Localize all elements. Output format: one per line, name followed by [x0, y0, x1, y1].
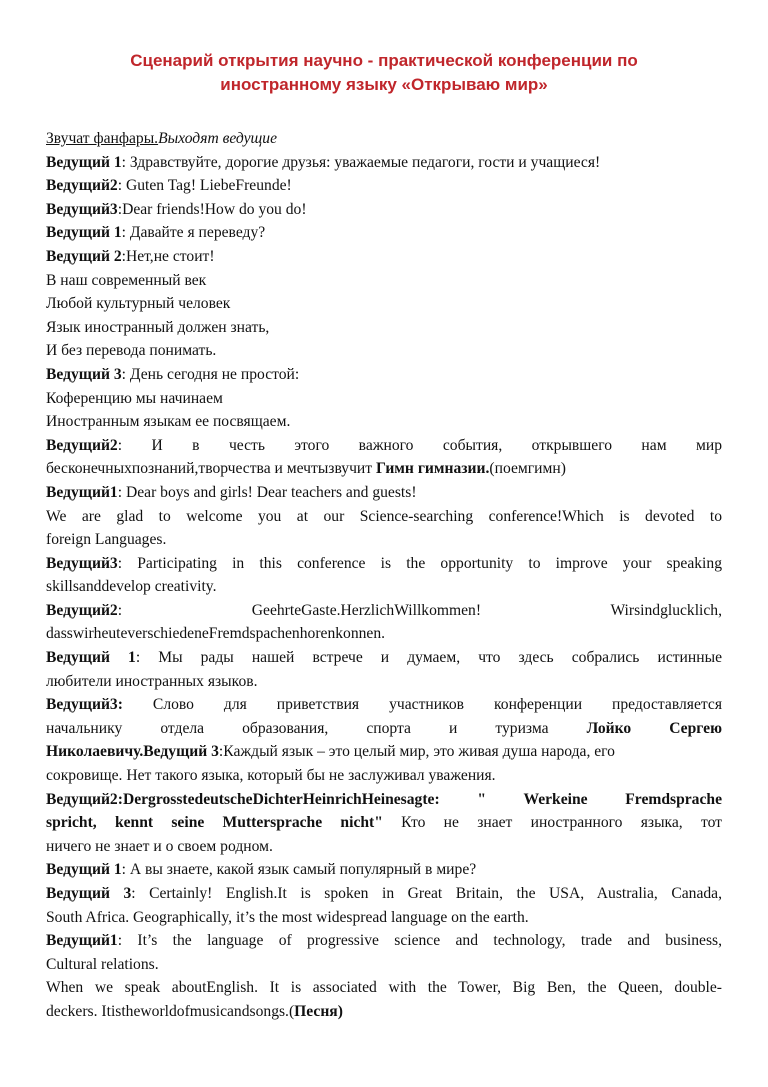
text-run: Язык иностранный должен знать,: [46, 318, 270, 336]
bold-text: Ведущий 3: [46, 885, 132, 902]
text-run: : Guten Tag! LiebeFreunde!: [117, 177, 292, 195]
text-run: skillsanddevelop creativity.: [46, 578, 217, 596]
text-line: [46, 363, 722, 387]
text-line: [46, 599, 722, 623]
text-line: [46, 976, 722, 1000]
text-line: [46, 670, 722, 694]
document-title: [60, 49, 708, 97]
text-run: : Certainly! English.It is spoken in Great Britain, the USA, Australia, Canada,: [131, 885, 722, 902]
text-run: Слово для приветствия участников конференции предоставляется: [122, 696, 722, 714]
text-run: : Здравствуйте, дорогие друзья: уважаемые педагоги, гости и учащиеся!: [121, 153, 601, 171]
text-line: [46, 174, 722, 198]
underlined-text: Звучат фанфары.: [46, 130, 159, 147]
text-line: [46, 387, 722, 411]
text-line: [46, 505, 722, 529]
text-run: : It’s the language of progressive science and technology, trade and business,: [117, 932, 722, 950]
text-line: [46, 292, 722, 316]
text-line: [46, 929, 722, 953]
text-run: : Давайте я переведу?: [121, 224, 266, 242]
text-line: [46, 528, 722, 552]
text-line: [46, 410, 722, 434]
text-line: [46, 457, 722, 481]
italic-text: Выходят ведущие: [158, 130, 277, 147]
text-line: [46, 764, 722, 788]
text-line: [46, 811, 722, 835]
bold-text: Ведущий2: [46, 177, 118, 195]
text-line: [46, 434, 722, 458]
bold-text: Ведущий 1: [46, 649, 136, 667]
text-run: :Dear friends!How do you do!: [117, 200, 307, 218]
bold-text: spricht, kennt seine Muttersprache nicht": [46, 814, 383, 832]
text-run: : День сегодня не простой:: [121, 365, 300, 383]
text-run: бесконечныхпознаний,творчества и мечтызвучит: [46, 460, 376, 478]
bold-text: Ведущий2:: [46, 790, 123, 808]
text-line: [46, 269, 722, 293]
bold-text: Гимн гимназии.: [376, 460, 490, 478]
text-run: Иностранным языкам ее посвящаем.: [46, 413, 291, 431]
bold-text: Ведущий 1: [46, 224, 122, 242]
text-run: South Africa. Geographically, it’s the most widespread language on the earth.: [46, 908, 529, 926]
text-line: [46, 481, 722, 505]
bold-text: Ведущий 1: [46, 153, 122, 171]
text-line: [46, 198, 722, 222]
text-line: [46, 316, 722, 340]
text-run: Кто не знает иностранного языка, тот: [382, 814, 722, 832]
bold-text: Песня): [294, 1002, 343, 1020]
text-line: [46, 1000, 722, 1024]
text-line: [46, 835, 722, 859]
text-run: : Мы рады нашей встрече и думаем, что здесь собрались истинные: [135, 649, 722, 667]
text-run: We are glad to welcome you at our Science-searching conference!Which is devoted to: [46, 507, 722, 525]
text-run: начальнику отдела образования, спорта и туризма: [46, 719, 587, 737]
text-run: : И в честь этого важного события, открывшего нам мир: [117, 436, 722, 454]
text-run: Коференцию мы начинаем: [46, 389, 223, 407]
text-line: [46, 221, 722, 245]
bold-text: DergrosstedeutscheDichterHeinrichHeinesagte: " Werkeine Fremdsprache: [122, 790, 722, 808]
text-line: [46, 858, 722, 882]
bold-text: Ведущий1: [46, 483, 118, 501]
document-body: [46, 127, 722, 1024]
title-line-1: Сценарий открытия научно - практической конференции по: [130, 51, 638, 70]
bold-text: Лойко Сергею: [586, 719, 722, 737]
text-line: [46, 788, 722, 812]
text-line: [46, 151, 722, 175]
text-line: [46, 575, 722, 599]
text-line: [46, 646, 722, 670]
text-run: ничего не знает и о своем родном.: [46, 837, 273, 855]
text-run: deckers. Itistheworldofmusicandsongs.(: [46, 1002, 295, 1020]
text-run: dasswirheuteverschiedeneFremdspachenhorenkonnen.: [46, 625, 386, 643]
text-line: [46, 693, 722, 717]
text-run: When we speak aboutEnglish. It is associated with the Tower, Big Ben, the Queen, double-: [46, 979, 722, 997]
bold-text: Ведущий3: [46, 554, 118, 572]
bold-text: Ведущий 1: [46, 861, 122, 879]
bold-text: Николаевичу.Ведущий 3: [46, 743, 219, 761]
text-run: Cultural relations.: [46, 955, 159, 973]
text-line: [46, 339, 722, 363]
title-line-2: иностранному языку «Открываю мир»: [220, 75, 548, 94]
text-run: :Нет,не стоит!: [121, 247, 215, 265]
text-line: [46, 882, 722, 906]
bold-text: Ведущий1: [46, 932, 118, 950]
bold-text: Ведущий2: [46, 436, 118, 454]
text-run: (поемгимн): [489, 460, 566, 478]
text-line: [46, 127, 722, 151]
text-line: [46, 740, 722, 764]
bold-text: Ведущий2: [46, 601, 118, 619]
text-run: foreign Languages.: [46, 531, 167, 549]
bold-text: Ведущий 2: [46, 247, 122, 265]
text-line: [46, 622, 722, 646]
text-line: [46, 906, 722, 930]
text-line: [46, 717, 722, 741]
text-run: В наш современный век: [46, 271, 207, 289]
text-run: :Каждый язык – это целый мир, это живая душа народа, его: [218, 743, 615, 761]
text-run: И без перевода понимать.: [46, 342, 217, 360]
text-run: сокровище. Нет такого языка, который бы не заслуживал уважения.: [46, 767, 496, 785]
text-line: [46, 245, 722, 269]
bold-text: Ведущий 3: [46, 365, 122, 383]
text-run: любители иностранных языков.: [46, 672, 258, 690]
text-run: : Participating in this conference is the opportunity to improve your speaking: [117, 554, 722, 572]
text-run: : Dear boys and girls! Dear teachers and guests!: [117, 483, 417, 501]
text-run: : А вы знаете, какой язык самый популярный в мире?: [121, 861, 477, 879]
bold-text: Ведущий3:: [46, 696, 123, 714]
text-run: Любой культурный человек: [46, 295, 231, 313]
text-line: [46, 552, 722, 576]
text-line: [46, 953, 722, 977]
bold-text: Ведущий3: [46, 200, 118, 218]
text-run: : GeehrteGaste.HerzlichWillkommen! Wirsindglucklich,: [117, 601, 722, 619]
